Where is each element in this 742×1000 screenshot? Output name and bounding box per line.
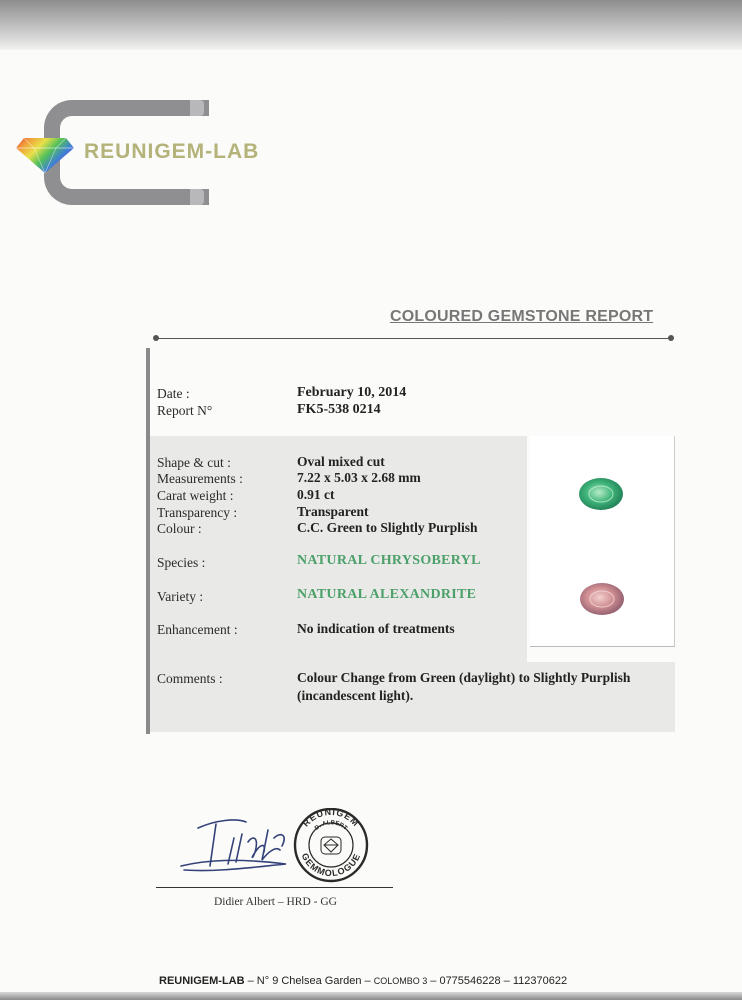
report-no-value: FK5-538 0214 <box>297 402 381 417</box>
rule-dot-left <box>153 335 159 341</box>
species-label: Species : <box>157 555 206 570</box>
colour-value: C.C. Green to Slightly Purplish <box>297 520 478 535</box>
stone-incandescent-pink <box>580 583 624 615</box>
brand-name: REUNIGEM-LAB <box>84 140 260 163</box>
measurements-label: Measurements : <box>157 471 243 486</box>
shape-value: Oval mixed cut <box>297 454 385 469</box>
stone-photo-box <box>530 436 675 647</box>
signer-name: Didier Albert – HRD - GG <box>214 896 337 908</box>
footer-phones: – 0775546228 – 112370622 <box>427 975 568 987</box>
colour-label: Colour : <box>157 521 202 536</box>
logo-c-end-top <box>190 100 204 116</box>
report-no-label: Report N° <box>157 403 213 418</box>
variety-label: Variety : <box>157 589 204 604</box>
handwritten-signature <box>181 820 286 871</box>
footer-city: COLOMBO 3 <box>373 976 428 986</box>
date-label: Date : <box>157 386 190 401</box>
rule-dot-right <box>668 335 674 341</box>
svg-text:D. ALBERT <box>314 820 348 832</box>
shape-label: Shape & cut : <box>157 455 231 470</box>
report-title: COLOURED GEMSTONE REPORT <box>390 308 654 325</box>
gemmologue-stamp <box>295 808 367 881</box>
measurements-value: 7.22 x 5.03 x 2.68 mm <box>297 470 421 485</box>
stamp-bottom-text: GEMMOLOGUE <box>299 851 363 879</box>
logo-c-end-bottom <box>190 189 204 205</box>
footer-address <box>159 975 567 987</box>
transparency-label: Transparency : <box>157 505 238 520</box>
enhancement-value: No indication of treatments <box>297 621 455 636</box>
carat-value: 0.91 ct <box>297 487 335 502</box>
signature-line <box>156 887 393 888</box>
transparency-value: Transparent <box>297 504 369 519</box>
title-rule <box>156 338 672 339</box>
date-value: February 10, 2014 <box>297 385 407 400</box>
stone-daylight-green <box>579 478 623 510</box>
brand-logo <box>14 96 304 211</box>
enhancement-label: Enhancement : <box>157 622 238 637</box>
comments-label: Comments : <box>157 671 223 686</box>
footer-company: REUNIGEM-LAB <box>159 975 245 987</box>
signature-and-stamp <box>176 808 376 888</box>
variety-value: NATURAL ALEXANDRITE <box>297 587 477 602</box>
stamp-middle-text: D. ALBERT <box>314 820 349 832</box>
carat-label: Carat weight : <box>157 488 234 503</box>
footer-address-main: – N° 9 Chelsea Garden – <box>244 975 374 987</box>
rainbow-diamond-icon <box>14 136 76 174</box>
gemstone-photos <box>530 436 674 646</box>
comments-value: Colour Change from Green (daylight) to Slightly Purplish (incandescent light). <box>297 670 631 703</box>
scan-edge-top <box>0 0 742 50</box>
species-value: NATURAL CHRYSOBERYL <box>297 553 481 568</box>
scan-edge-bottom <box>0 992 742 1000</box>
stamp-diamond-icon <box>321 837 341 854</box>
stamp-top-text: REUNIGEM <box>300 808 362 829</box>
